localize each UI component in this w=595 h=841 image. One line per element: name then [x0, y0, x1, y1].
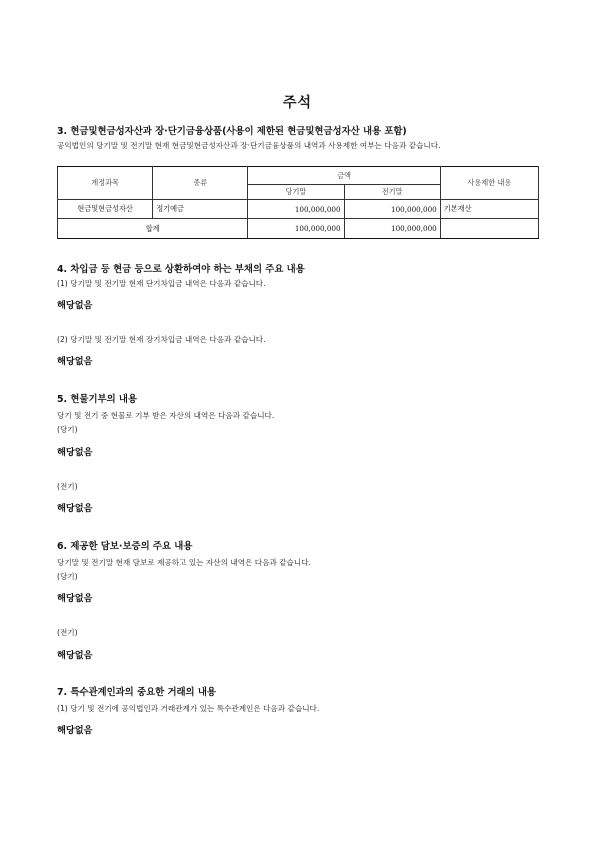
section-4-none-1: 해당없음 [57, 300, 93, 311]
section-7-none-1: 해당없음 [57, 725, 93, 736]
total-current: 100,000,000 [248, 219, 344, 239]
section-5-prior-label: (전기) [57, 482, 78, 491]
total-label: 합계 [58, 219, 248, 239]
cell-restriction: 기본재산 [440, 200, 538, 219]
section-6-none-2: 해당없음 [57, 650, 93, 661]
section-5-description: 당기 및 전기 중 현물로 기부 받은 자산의 내역은 다음과 같습니다. [57, 411, 275, 420]
section-4-item-1: (1) 당기말 및 전기말 현재 단기차입금 내역은 다음과 같습니다. [57, 279, 266, 288]
section-6-current-label: (당기) [57, 572, 78, 581]
section-3-description: 공익법인의 당기말 및 전기말 현재 현금및현금성자산과 장·단기금융상품의 내역과 사용제한 여부는 다음과 같습니다. [57, 141, 441, 150]
cell-prior: 100,000,000 [344, 200, 440, 219]
total-prior: 100,000,000 [344, 219, 440, 239]
table-row [58, 200, 539, 219]
section-4-item-2: (2) 당기말 및 전기말 현재 장기차입금 내역은 다음과 같습니다. [57, 335, 266, 344]
total-restriction [440, 219, 538, 239]
section-7-item-1: (1) 당기 및 전기에 공익법인과 거래관계가 있는 특수관계인은 다음과 같습니다. [57, 704, 320, 713]
section-5-current-label: (당기) [57, 425, 78, 434]
section-3-heading: 3. 현금및현금성자산과 장·단기금융상품(사용이 제한된 현금및현금성자산 내용 포함) [57, 126, 407, 137]
section-7-heading: 7. 특수관계인과의 중요한 거래의 내용 [57, 687, 216, 698]
table-header-row [58, 167, 539, 185]
page-title: 주석 [282, 95, 313, 111]
header-type: 종류 [153, 167, 248, 200]
cell-current: 100,000,000 [248, 200, 344, 219]
header-amount: 금액 [248, 167, 440, 185]
header-restriction: 사용제한 내용 [440, 167, 538, 200]
section-6-none-1: 해당없음 [57, 593, 93, 604]
cash-equivalents-table [57, 166, 539, 239]
section-6-description: 당기말 및 전기말 현재 담보로 제공하고 있는 자산의 내역은 다음과 같습니다. [57, 558, 311, 567]
section-4-heading: 4. 차입금 등 현금 등으로 상환하여야 하는 부채의 주요 내용 [57, 264, 305, 275]
header-prior: 전기말 [344, 185, 440, 200]
cell-type: 정기예금 [153, 200, 248, 219]
header-account: 계정과목 [58, 167, 153, 200]
section-6-prior-label: (전기) [57, 628, 78, 637]
section-6-heading: 6. 제공한 담보·보증의 주요 내용 [57, 541, 193, 552]
header-current: 당기말 [248, 185, 344, 200]
section-4-none-2: 해당없음 [57, 356, 93, 367]
section-5-none-2: 해당없음 [57, 503, 93, 514]
cell-account: 현금및현금성자산 [58, 200, 153, 219]
section-5-heading: 5. 현물기부의 내용 [57, 394, 138, 405]
section-5-none-1: 해당없음 [57, 447, 93, 458]
table-total-row [58, 219, 539, 239]
